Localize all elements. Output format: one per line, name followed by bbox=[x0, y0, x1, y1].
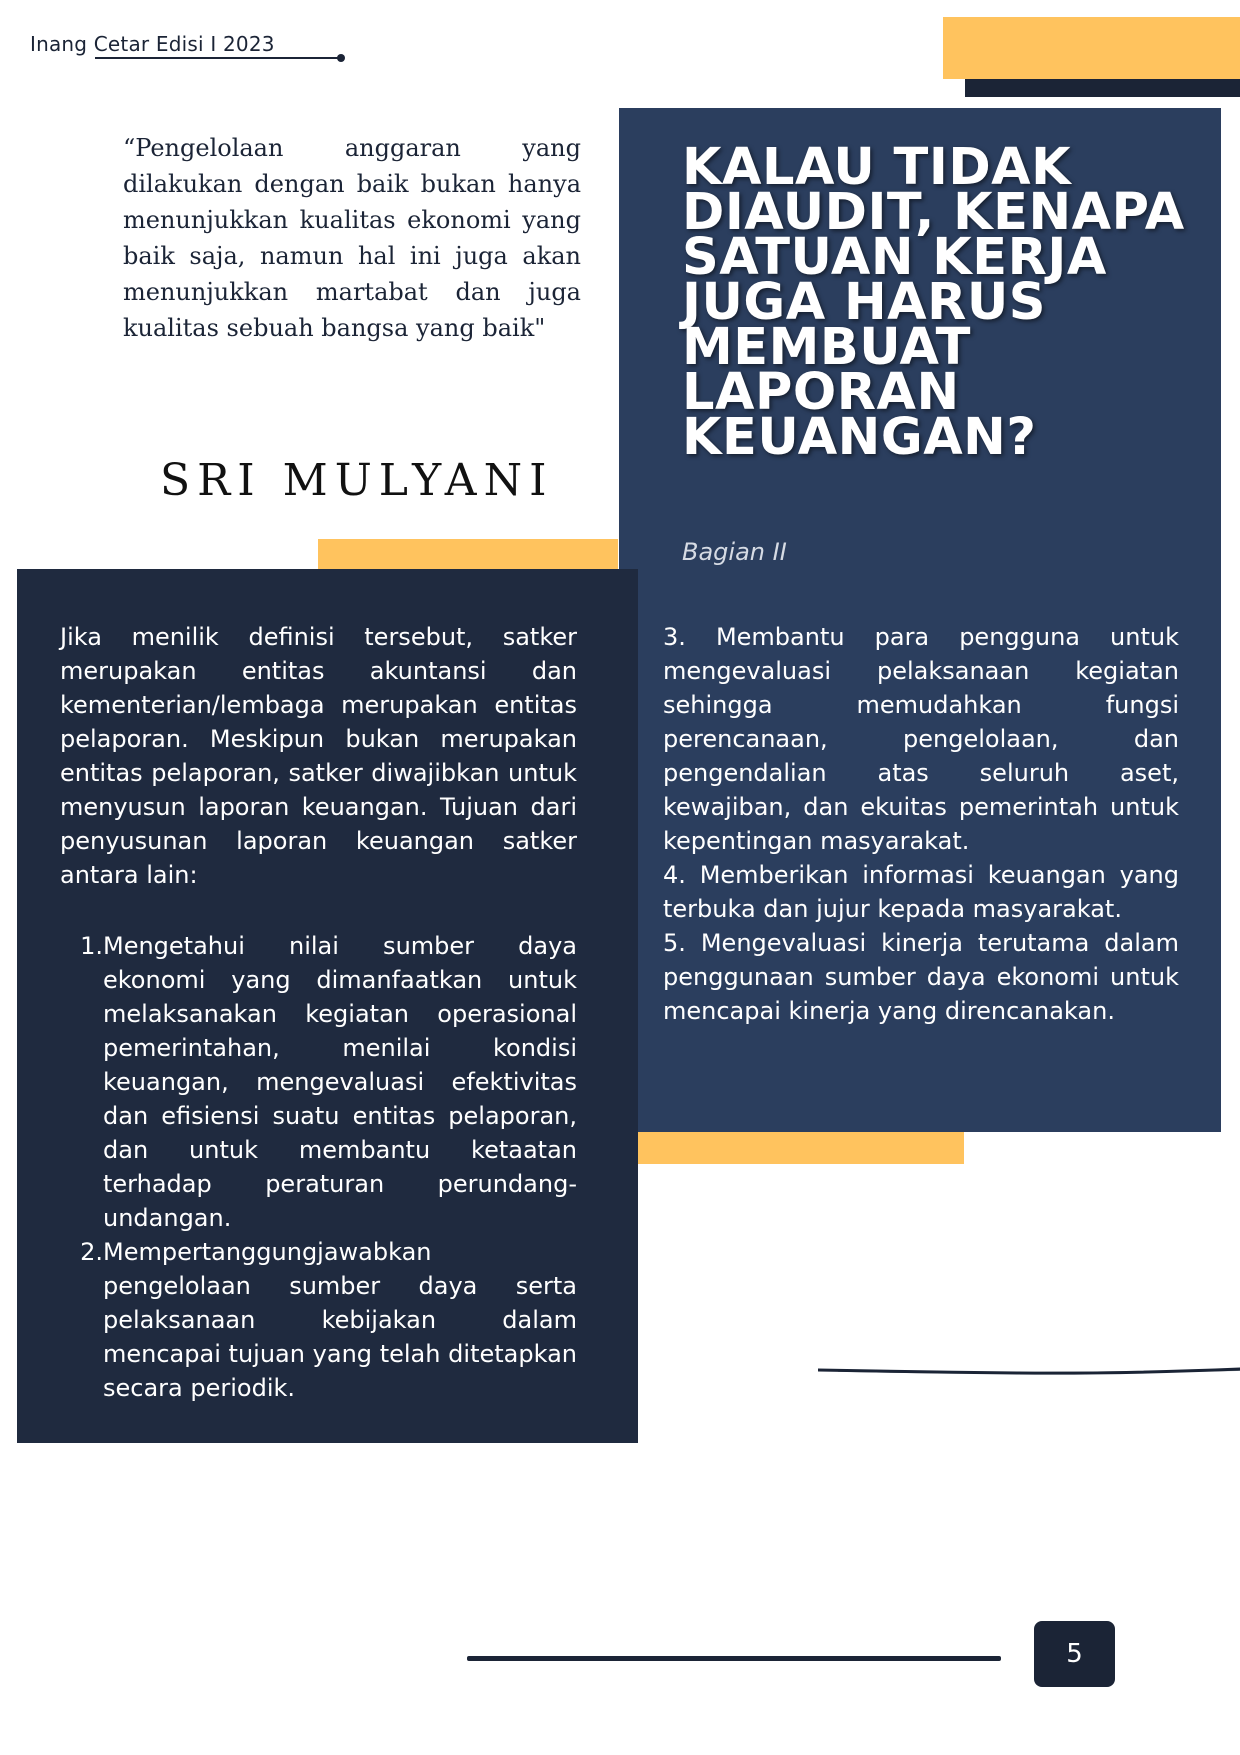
article-subtitle: Bagian II bbox=[682, 538, 787, 566]
top-yellow-block bbox=[943, 17, 1240, 79]
header-underline-dot bbox=[337, 54, 345, 62]
right-bottom-yellow-strip bbox=[638, 1132, 964, 1164]
objectives-list-right bbox=[663, 620, 1179, 1028]
decorative-brush-line bbox=[818, 1365, 1240, 1377]
intro-paragraph: Jika menilik definisi tersebut, satker merupakan entitas akuntansi dan kementerian/lembaga merupakan entitas pelaporan. Meskipun bukan merupakan entitas pelaporan, satker diwajibkan untuk menyusun laporan keuangan. Tujuan dari penyusunan laporan keuangan satker antara lain: bbox=[60, 623, 577, 889]
list-item: 4. Memberikan informasi keuangan yang terbuka dan jujur kepada masyarakat. bbox=[663, 861, 1179, 923]
objectives-list-left bbox=[60, 929, 577, 1405]
quote-text: “Pengelolaan anggaran yang dilakukan dengan baik bukan hanya menunjukkan kualitas ekonomi yang baik saja, namun hal ini juga akan menunjukkan martabat dan juga kualitas sebuah bangsa yang baik" bbox=[123, 134, 581, 342]
page-number: 5 bbox=[1034, 1621, 1115, 1687]
list-item bbox=[60, 929, 577, 1235]
list-item-number: 1. bbox=[80, 932, 103, 960]
list-item-number: 2. bbox=[80, 1238, 103, 1266]
list-item: 5. Mengevaluasi kinerja terutama dalam penggunaan sumber daya ekonomi untuk mencapai kinerja yang direncanakan. bbox=[663, 929, 1179, 1025]
list-item-text: Mempertanggungjawabkan pengelolaan sumber daya serta pelaksanaan kebijakan dalam mencapai tujuan yang telah ditetapkan secara periodik. bbox=[103, 1238, 577, 1402]
header-title: Inang Cetar Edisi I 2023 bbox=[30, 32, 275, 56]
middle-yellow-strip bbox=[318, 539, 618, 569]
top-dark-bar bbox=[965, 79, 1240, 97]
list-item bbox=[60, 1235, 577, 1405]
article-title: KALAU TIDAK DIAUDIT, KENAPA SATUAN KERJA JUGA HARUS MEMBUAT LAPORAN KEUANGAN? bbox=[682, 138, 1185, 467]
footer-line bbox=[467, 1656, 1001, 1661]
header-underline bbox=[95, 57, 340, 59]
list-item: 3. Membantu para pengguna untuk mengevaluasi pelaksanaan kegiatan sehingga memudahkan fungsi perencanaan, pengelolaan, dan pengendalian atas seluruh aset, kewajiban, dan ekuitas pemerintah untuk kepentingan masyarakat. bbox=[663, 623, 1179, 855]
quote-author: SRI MULYANI bbox=[160, 455, 554, 506]
list-item-text: Mengetahui nilai sumber daya ekonomi yang dimanfaatkan untuk melaksanakan kegiatan operasional pemerintahan, menilai kondisi keuangan, mengevaluasi efektivitas dan efisiensi suatu entitas pelaporan, dan untuk membantu ketaatan terhadap peraturan perundang-undangan. bbox=[103, 932, 577, 1232]
